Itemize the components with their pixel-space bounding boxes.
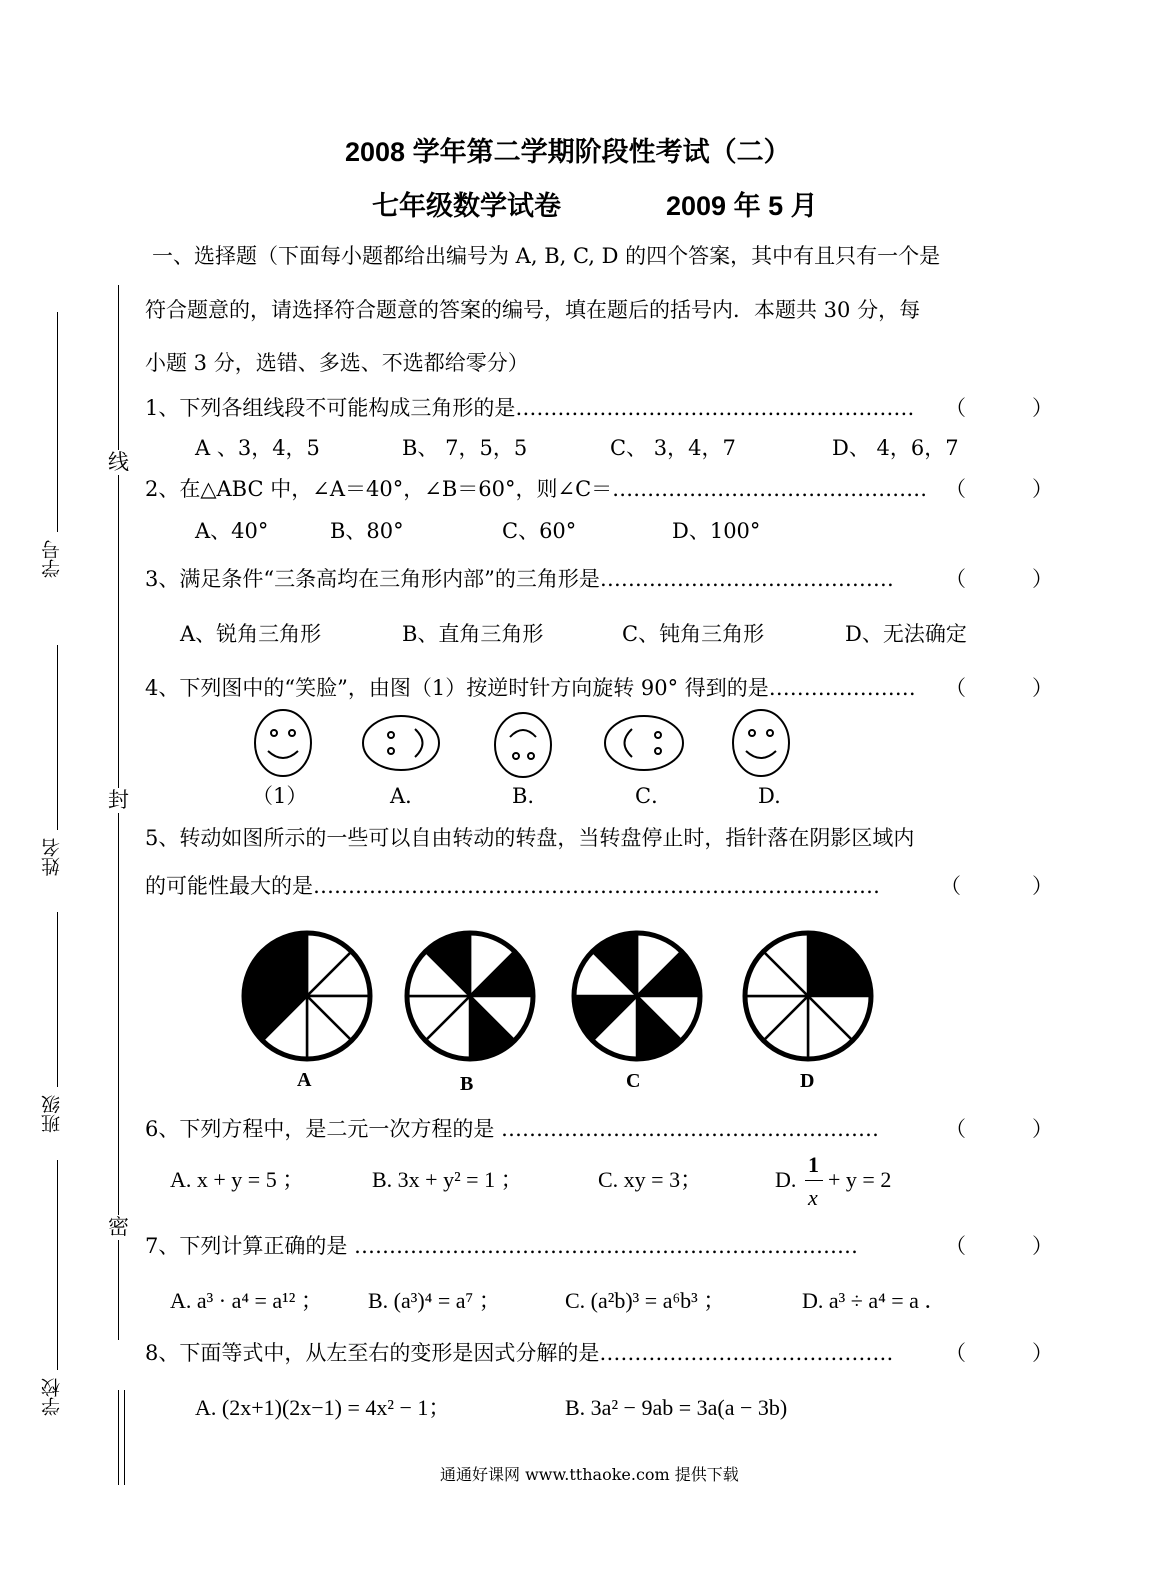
q1-option-d: D、 4，6，7 (832, 436, 959, 460)
q8-option-a: A. (2x+1)(2x−1) = 4x² − 1； (195, 1395, 451, 1420)
smiley-option-b-icon (495, 713, 551, 777)
q4-label-b: B. (512, 784, 535, 808)
q1-paren-open: （ (945, 396, 966, 420)
binding-xian: 线 (108, 450, 129, 474)
section1-line1: 一、选择题（下面每小题都给出编号为 A, B, C, D 的四个答案，其中有且只有一个是 (152, 244, 941, 268)
q6-d-rest: + y = 2 (828, 1167, 892, 1192)
q2-option-a: A、40° (195, 519, 269, 543)
q5-label-b: B (460, 1073, 474, 1095)
smiley-option-d-icon (733, 710, 789, 776)
spinner-b (407, 933, 533, 1059)
q7-option-c: C. (a²b)³ = a⁶b³ ； (565, 1288, 726, 1313)
q7-option-a: A. a³ · a⁴ = a¹² ； (170, 1288, 323, 1313)
q5-label-c: C (626, 1070, 641, 1092)
q4-label-c: C． (635, 784, 673, 808)
field-line-xingming[interactable] (57, 645, 58, 830)
q5-label-d: D (800, 1070, 815, 1092)
binding-feng: 封 (108, 788, 129, 812)
field-line-banji[interactable] (57, 912, 58, 1087)
field-line-xuehao[interactable] (57, 312, 58, 532)
q5-paren-close: ） (1032, 874, 1053, 898)
q2-option-b: B、80° (330, 519, 404, 543)
section1-line2: 符合题意的，请选择符合题意的答案的编号，填在题后的括号内．本题共 30 分，每 (145, 298, 921, 322)
q1-option-c: C、 3，4，7 (610, 436, 736, 460)
q6-d-denominator: x (808, 1185, 818, 1210)
q2-paren-close: ） (1032, 477, 1053, 501)
q4-label-1: （1） (252, 784, 308, 808)
q3-option-d: D、无法确定 (845, 622, 967, 646)
q5-paren-open: （ (940, 874, 961, 898)
q3-stem: 3、满足条件“三条高均在三角形内部”的三角形是…………………………………… (145, 567, 894, 591)
q5-line2: 的可能性最大的是……………………………………………………………………… (145, 874, 880, 898)
spinner-figure (240, 930, 890, 1065)
spinner-a (244, 933, 370, 1059)
q5-line1: 5、转动如图所示的一些可以自由转动的转盘，当转盘停止时，指针落在阴影区域内 (145, 826, 915, 850)
binding-double-line-2 (124, 1390, 125, 1485)
spinner-d (745, 933, 871, 1059)
q5-label-a: A (297, 1069, 312, 1091)
q4-label-d: D. (758, 784, 781, 808)
smiley-faces-figure (240, 705, 820, 785)
q6-option-d: D. (775, 1167, 797, 1192)
q6-paren-open: （ (945, 1117, 966, 1141)
q7-paren-open: （ (945, 1234, 966, 1258)
field-label-xuehao: 学号 (41, 540, 63, 578)
footer-source: 通通好课网 www.tthaoke.com 提供下载 (440, 1465, 739, 1484)
smiley-option-a-icon (363, 716, 439, 770)
q1-option-a: A 、3，4，5 (195, 436, 320, 460)
q2-option-c: C、60° (502, 519, 577, 543)
q1-paren-close: ） (1032, 396, 1053, 420)
q3-option-a: A、锐角三角形 (180, 622, 322, 646)
q6-d-fraction-bar (805, 1180, 823, 1181)
exam-subtitle: 七年级数学试卷 (372, 191, 561, 221)
q6-option-c: C. xy = 3； (598, 1167, 703, 1192)
exam-date: 2009 年 5 月 (666, 191, 818, 221)
field-label-xuexiao: 学校 (41, 1378, 63, 1416)
q4-paren-close: ） (1032, 676, 1053, 700)
binding-mi: 密 (108, 1215, 129, 1239)
q2-paren-open: （ (945, 477, 966, 501)
q7-paren-close: ） (1032, 1234, 1053, 1258)
q7-option-d: D. a³ ÷ a⁴ = a ． (802, 1288, 947, 1313)
section1-line3: 小题 3 分，选错、多选、不选都给零分） (145, 351, 529, 375)
q6-option-b: B. 3x + y² = 1 ； (372, 1167, 523, 1192)
q1-option-b: B、 7，5，5 (402, 436, 528, 460)
q6-paren-close: ） (1032, 1117, 1053, 1141)
q8-paren-open: （ (945, 1341, 966, 1365)
field-label-banji: 班级 (41, 1095, 63, 1133)
q4-paren-open: （ (945, 676, 966, 700)
q2-stem: 2、在△ABC 中，∠A＝40°，∠B＝60°，则∠C＝……………………………………… (145, 477, 928, 501)
q6-d-numerator: 1 (808, 1152, 819, 1177)
q7-option-b: B. (a³)⁴ = a⁷ ； (368, 1288, 501, 1313)
smiley-option-c-icon (605, 716, 683, 770)
q6-option-a: A. x + y = 5 ； (170, 1167, 305, 1192)
field-line-xuexiao[interactable] (57, 1160, 58, 1370)
q4-label-a: A． (390, 784, 427, 808)
q7-stem: 7、下列计算正确的是 ……………………………………………………………… (145, 1234, 859, 1258)
q8-option-b: B. 3a² − 9ab = 3a(a − 3b) (565, 1395, 788, 1420)
spinner-c (574, 933, 700, 1059)
q3-option-b: B、直角三角形 (402, 622, 544, 646)
q4-stem: 4、下列图中的“笑脸”，由图（1）按逆时针方向旋转 90° 得到的是………………… (145, 676, 916, 700)
q8-paren-close: ） (1032, 1341, 1053, 1365)
q6-stem: 6、下列方程中，是二元一次方程的是 ……………………………………………… (145, 1117, 880, 1141)
q8-stem: 8、下面等式中，从左至右的变形是因式分解的是…………………………………… (145, 1341, 894, 1365)
q3-option-c: C、钝角三角形 (622, 622, 765, 646)
smiley-original-icon (255, 710, 311, 776)
q2-option-d: D、100° (672, 519, 761, 543)
exam-title: 2008 学年第二学期阶段性考试（二） (345, 137, 791, 167)
binding-double-line-1 (118, 1390, 119, 1485)
q1-stem: 1、下列各组线段不可能构成三角形的是………………………………………………… (145, 396, 915, 420)
q3-paren-open: （ (945, 567, 966, 591)
field-label-xingming: 姓名 (41, 838, 63, 876)
q3-paren-close: ） (1032, 567, 1053, 591)
